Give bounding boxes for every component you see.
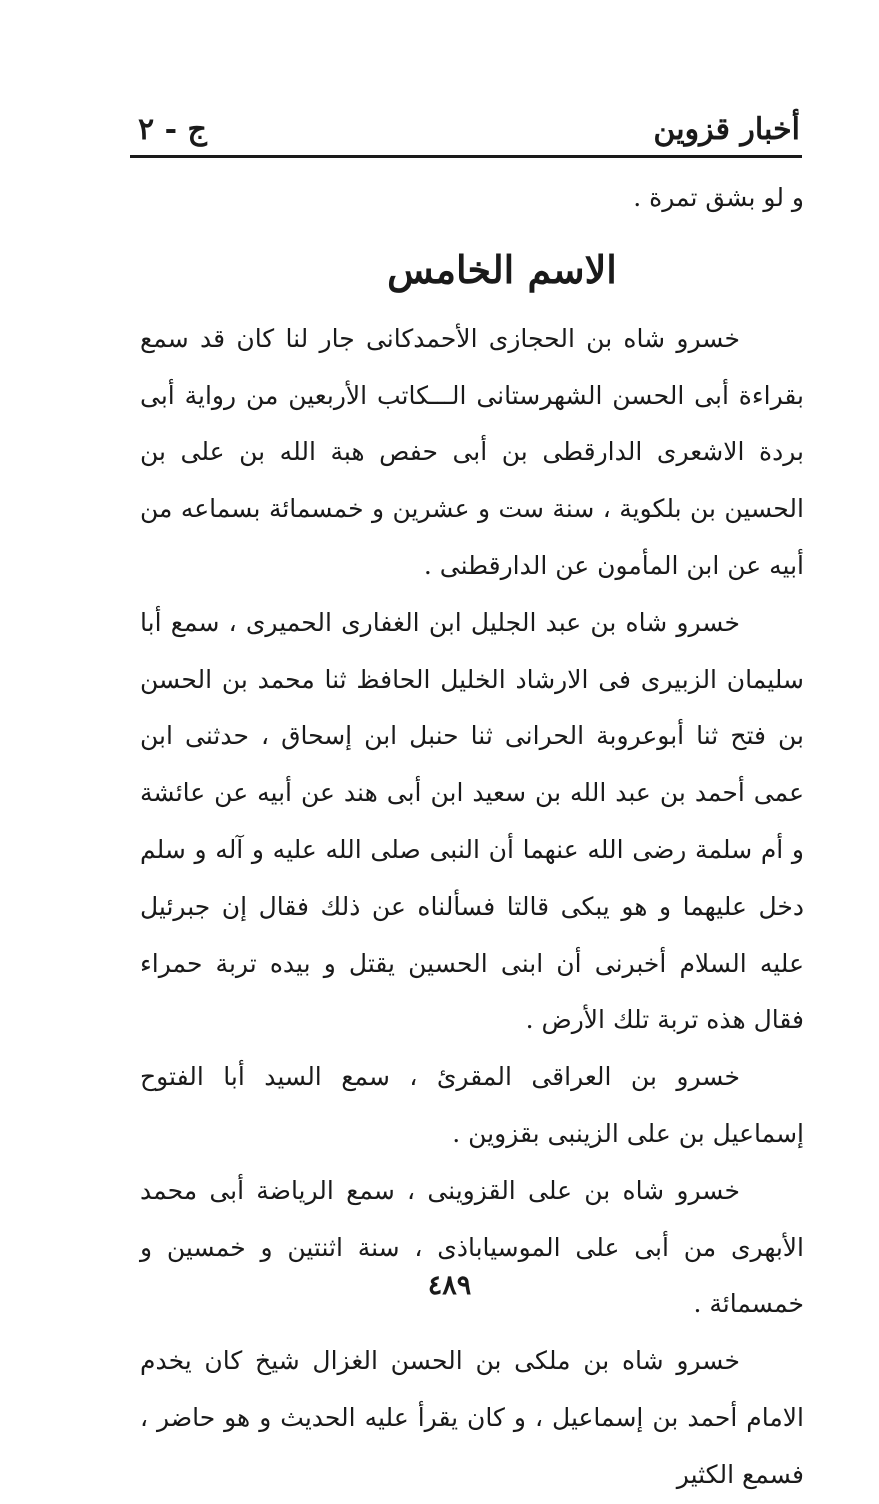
entry-paragraph: خسرو شاه بن ملكى بن الحسن الغزال شيخ كان يخدم الامام أحمد بن إسماعيل ، و كان يقرأ عليه الحديث و هو حاضر ، فسمع الكثير [140, 1346, 804, 1489]
header-divider [130, 155, 802, 158]
entry-paragraph: خسرو شاه بن عبد الجليل ابن الغفارى الحميرى ، سمع أبا سليمان الزبيرى فى الارشاد الخليل الحافظ ثنا محمد بن الحسن بن فتح ثنا أبوعروبة الحرانى ثنا حنبل ابن إسحاق ، حدثنى ابن عمى أحمد بن عبد الله بن سعيد ابن أبى هند عن أبيه عن عائشة و أم سلمة رضى الله عنهما أن النبى صلى الله عليه و آله و سلم دخل عليهما و هو يبكى قالتا فسألناه عن ذلك فقال إن جبرئيل عليه السلام أخبرنى أن ابنى الحسين يقتل و بيده تربة حمراء فقال هذه تربة تلك الأرض . [140, 607, 804, 1035]
entry-paragraph: خسرو شاه بن الحجازى الأحمدكانى جار لنا كان قد سمع بقراءة أبى الحسن الشهرستانى الـــكاتب الأربعين من رواية أبى بردة الاشعرى الدارقطى بن أبى حفص هبة الله بن على بن الحسين بن بلكوية ، سنة ست و عشرين و خمسمائة بسماعه من أبيه عن ابن المأمون عن الدارقطنى . [140, 323, 804, 580]
entry-paragraph: خسرو بن العراقى المقرئ ، سمع السيد أبا الفتوح إسماعيل بن على الزينبى بقزوين . [140, 1062, 804, 1148]
page-body [140, 170, 804, 1504]
continuation-line: و لو بشق تمرة . [633, 183, 804, 212]
running-header [130, 108, 800, 156]
book-title: أخبار قزوين [653, 112, 800, 147]
section-heading: الاسم الخامس [387, 246, 617, 292]
entry-paragraph: خسرو شاه بن على القزوينى ، سمع الرياضة أبى محمد الأبهرى من أبى على الموسياباذى ، سنة اثنتين و خمسين و خمسمائة . [140, 1175, 804, 1319]
page-number: ٤٨٩ [427, 1270, 472, 1301]
volume-number: ج - ٢ [138, 112, 207, 147]
